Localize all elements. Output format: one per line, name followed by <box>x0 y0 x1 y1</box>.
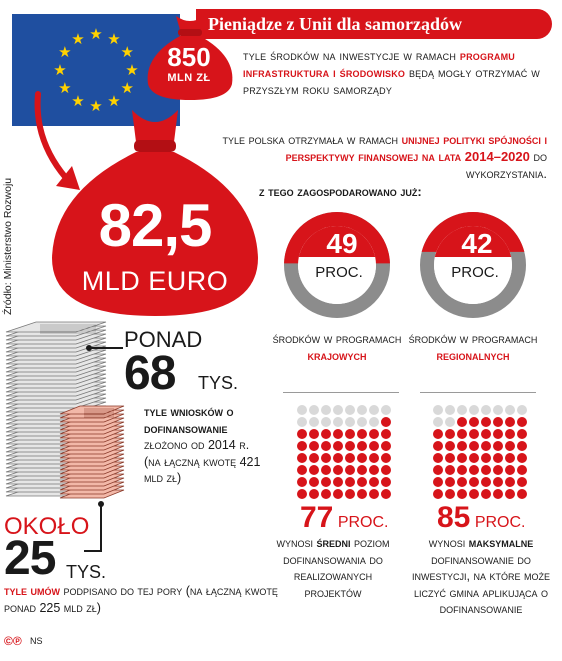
dot <box>369 453 379 463</box>
star-icon: ★ <box>107 93 121 111</box>
dot <box>309 441 319 451</box>
dot <box>493 417 503 427</box>
dot <box>357 405 367 415</box>
dot <box>297 405 307 415</box>
applications-prefix: PONAD <box>124 327 203 352</box>
dot <box>309 417 319 427</box>
title-banner <box>196 9 552 39</box>
applications-highlight: tyle wniosków o dofinansowanie <box>144 405 234 436</box>
max-financing-value: 85 <box>437 501 471 534</box>
dot <box>445 405 455 415</box>
caption-national-line: środków w programach <box>272 331 402 346</box>
dot <box>369 477 379 487</box>
star-icon: ★ <box>58 44 72 61</box>
dot <box>381 489 391 499</box>
max-text-2: dofinansowanie do inwestycji, na które może liczyć gmina aplikująca o dofinansowanie <box>412 552 550 616</box>
dot <box>457 441 467 451</box>
dot <box>517 417 527 427</box>
page-title: Pieniądze z Unii dla samorządów <box>208 14 462 34</box>
dot <box>321 405 331 415</box>
used-label: z tego zagospodarowano już: <box>259 184 422 199</box>
star-icon: ★ <box>71 30 85 48</box>
dot <box>517 477 527 487</box>
avg-highlight: średni <box>316 536 351 550</box>
dot <box>445 489 455 499</box>
dot <box>481 465 491 475</box>
dot <box>445 465 455 475</box>
max-financing-stat <box>437 503 526 533</box>
dot <box>369 465 379 475</box>
max-text-1: wynosi <box>428 536 466 550</box>
dot <box>493 405 503 415</box>
author-initials: NS <box>30 636 43 646</box>
dot <box>381 417 391 427</box>
dot <box>469 465 479 475</box>
dot <box>333 477 343 487</box>
dot <box>493 429 503 439</box>
dot <box>433 477 443 487</box>
dot <box>481 417 491 427</box>
dot <box>309 405 319 415</box>
dot <box>369 441 379 451</box>
contracts-stack-icon <box>56 402 128 512</box>
dot <box>381 453 391 463</box>
dot <box>469 489 479 499</box>
dot <box>517 405 527 415</box>
star-icon: ★ <box>107 30 121 48</box>
dot <box>297 453 307 463</box>
dot <box>309 429 319 439</box>
divider <box>420 392 536 393</box>
dot <box>457 429 467 439</box>
infra-amount: 850 <box>167 42 211 72</box>
dot <box>493 453 503 463</box>
source-note: Źródło: Ministerstwo Rozwoju <box>2 177 14 315</box>
dot <box>297 429 307 439</box>
dot <box>481 429 491 439</box>
dot <box>381 441 391 451</box>
total-text-2: do wykorzystania. <box>466 149 547 181</box>
dot <box>505 453 515 463</box>
dot <box>457 405 467 415</box>
dot <box>345 441 355 451</box>
dot <box>445 477 455 487</box>
donut-regional-unit: PROC. <box>451 264 499 281</box>
applications-description <box>144 404 264 487</box>
applications-value: 68 <box>124 347 176 400</box>
leader-line <box>100 504 102 552</box>
dot <box>357 453 367 463</box>
dot <box>505 465 515 475</box>
dot <box>493 441 503 451</box>
dot <box>321 465 331 475</box>
dot <box>433 465 443 475</box>
dot <box>433 405 443 415</box>
dot <box>321 441 331 451</box>
dot <box>517 453 527 463</box>
dot <box>445 441 455 451</box>
dot <box>309 489 319 499</box>
avg-financing-unit: PROC. <box>337 514 389 531</box>
dot <box>345 405 355 415</box>
dot <box>309 453 319 463</box>
applications-unit: TYS. <box>198 373 239 393</box>
dot <box>517 465 527 475</box>
dot <box>469 417 479 427</box>
dot <box>481 477 491 487</box>
dot <box>345 453 355 463</box>
avg-text-2: poziom dofinansowania do realizowanych projektów <box>283 536 390 600</box>
dot <box>297 489 307 499</box>
dot <box>469 453 479 463</box>
contracts-highlight: tyle umów <box>4 584 60 598</box>
max-highlight: maksymalne <box>468 536 534 550</box>
dot <box>481 405 491 415</box>
dot <box>481 453 491 463</box>
total-unit: MLD EURO <box>81 266 229 296</box>
dot <box>433 489 443 499</box>
dot <box>381 405 391 415</box>
infra-program-name: programu infrastruktura i środowisko <box>243 48 515 80</box>
dot <box>333 417 343 427</box>
dot <box>309 465 319 475</box>
total-policy: unijnej polityki spójności i perspektywy finansowej na lata 2014–2020 <box>285 132 547 164</box>
dot <box>357 429 367 439</box>
star-icon: ★ <box>120 44 134 61</box>
dot <box>457 453 467 463</box>
total-text-1: tyle polska otrzymała w ramach <box>222 132 398 147</box>
dot <box>357 417 367 427</box>
dot <box>469 477 479 487</box>
dot <box>517 441 527 451</box>
dot <box>333 441 343 451</box>
dot <box>297 441 307 451</box>
divider <box>283 392 399 393</box>
dot <box>517 489 527 499</box>
dot <box>469 441 479 451</box>
leader-line <box>84 550 102 552</box>
dot <box>445 429 455 439</box>
dot <box>481 441 491 451</box>
dot <box>321 477 331 487</box>
donut-regional-caption <box>408 330 538 364</box>
dot <box>333 489 343 499</box>
dot <box>333 465 343 475</box>
dot <box>469 429 479 439</box>
avg-financing-stat <box>300 503 389 533</box>
dot <box>505 441 515 451</box>
dots-max-financing <box>433 405 527 499</box>
caption-regional-highlight: regionalnych <box>436 348 510 363</box>
dot <box>321 453 331 463</box>
dot <box>369 417 379 427</box>
dot <box>445 417 455 427</box>
donut-national-value: 49 <box>326 228 358 259</box>
dot <box>369 489 379 499</box>
dot <box>321 489 331 499</box>
dot <box>433 417 443 427</box>
dot <box>457 417 467 427</box>
avg-text-1: wynosi <box>276 536 314 550</box>
dot <box>457 465 467 475</box>
infra-text-2: będą mogły otrzymać w przyszłym roku samorządy <box>243 65 540 97</box>
dot <box>457 477 467 487</box>
star-icon: ★ <box>120 80 134 97</box>
caption-regional-line: środków w programach <box>408 331 538 346</box>
leader-line <box>89 347 123 349</box>
dot <box>493 477 503 487</box>
contracts-unit: TYS. <box>66 562 107 582</box>
max-financing-unit: PROC. <box>474 514 526 531</box>
dot <box>433 441 443 451</box>
dot <box>345 417 355 427</box>
total-amount: 82,5 <box>98 192 212 259</box>
dot <box>345 477 355 487</box>
avg-financing-value: 77 <box>300 501 334 534</box>
dot <box>321 417 331 427</box>
dot <box>357 489 367 499</box>
dot <box>493 465 503 475</box>
total-description <box>207 131 547 182</box>
infra-text-1: tyle środków na inwestycje w ramach <box>243 48 457 63</box>
max-financing-description <box>402 535 560 618</box>
dot <box>297 465 307 475</box>
donut-national-unit: PROC. <box>315 264 363 281</box>
dot <box>333 405 343 415</box>
infra-description <box>243 47 543 98</box>
star-icon: ★ <box>71 93 85 111</box>
dot <box>493 489 503 499</box>
dots-avg-financing <box>297 405 391 499</box>
dot <box>369 405 379 415</box>
contracts-description <box>4 583 284 617</box>
dot <box>309 477 319 487</box>
dot <box>345 489 355 499</box>
star-icon: ★ <box>53 62 67 79</box>
dot <box>381 477 391 487</box>
dot <box>369 429 379 439</box>
dot <box>321 429 331 439</box>
dot <box>333 429 343 439</box>
dot <box>345 465 355 475</box>
dot <box>505 489 515 499</box>
dot <box>357 441 367 451</box>
dot <box>505 417 515 427</box>
dot <box>381 429 391 439</box>
dot <box>433 453 443 463</box>
avg-financing-description <box>273 535 393 601</box>
contracts-value: 25 <box>4 532 56 585</box>
dot <box>505 477 515 487</box>
dot <box>469 405 479 415</box>
caption-national-highlight: krajowych <box>307 348 367 363</box>
dot <box>433 429 443 439</box>
dot <box>357 465 367 475</box>
star-icon: ★ <box>125 62 139 79</box>
dot <box>481 489 491 499</box>
dot <box>505 429 515 439</box>
dot <box>345 429 355 439</box>
dot <box>505 405 515 415</box>
infra-unit: MLN ZŁ <box>167 72 211 84</box>
contracts-text: podpisano do tej pory (na łączną kwotę ponad 225 mld zł) <box>4 584 278 615</box>
dot <box>517 429 527 439</box>
star-icon: ★ <box>89 26 103 43</box>
publisher-logo: ©℗ <box>4 634 22 648</box>
applications-text: złożono od 2014 r. (na łączną kwotę 421 mld zł) <box>144 438 261 485</box>
dot <box>457 489 467 499</box>
dot <box>381 465 391 475</box>
dot <box>297 477 307 487</box>
dot <box>333 453 343 463</box>
dot <box>297 417 307 427</box>
donut-national-caption <box>272 330 402 364</box>
dot <box>445 453 455 463</box>
contracts-prefix: OKOŁO <box>4 513 90 540</box>
dot <box>357 477 367 487</box>
donut-regional-value: 42 <box>461 228 493 259</box>
star-icon: ★ <box>58 80 72 97</box>
star-icon: ★ <box>89 98 103 115</box>
